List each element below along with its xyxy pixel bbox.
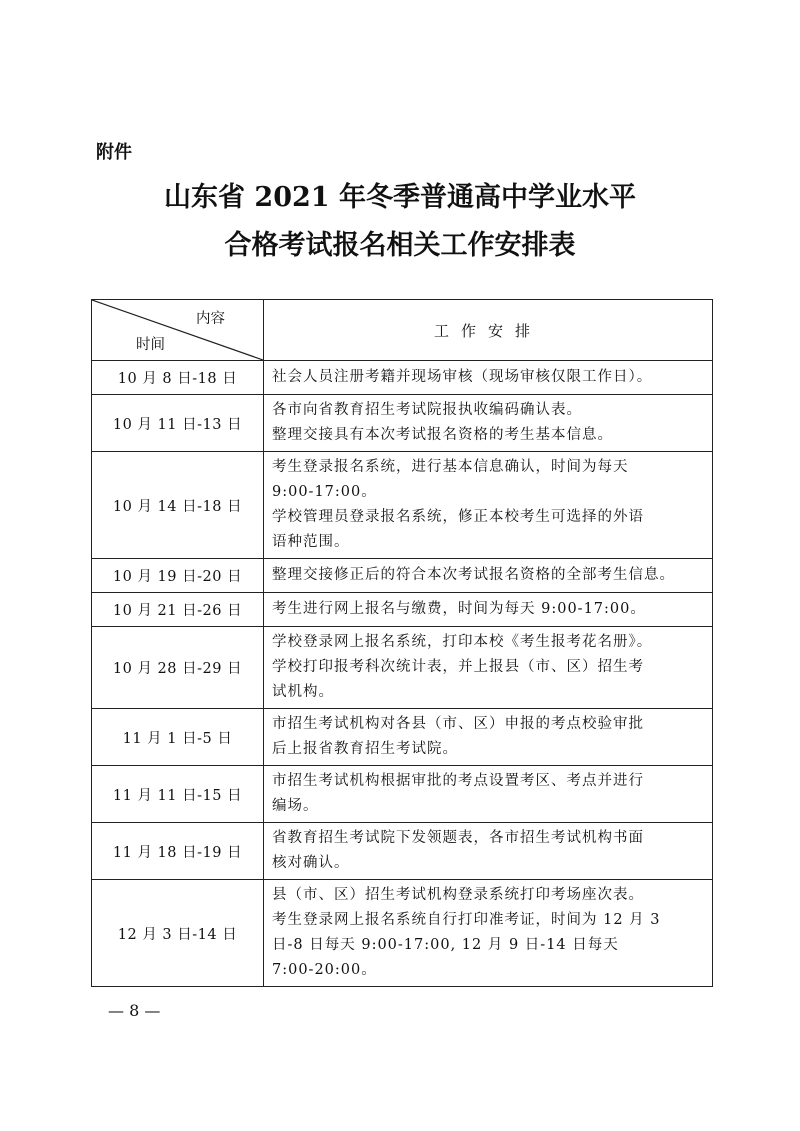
work-cell	[264, 593, 713, 627]
date-cell: 10 月 11 日-13 日	[92, 395, 264, 452]
date-cell: 10 月 14 日-18 日	[92, 452, 264, 559]
work-line: 社会人员注册考籍并现场审核（现场审核仅限工作日）。	[272, 369, 653, 385]
work-line: 整理交接修正后的符合本次考试报名资格的全部考生信息。	[272, 567, 675, 583]
date-cell: 10 月 8 日-18 日	[92, 361, 264, 395]
work-line: 学校登录网上报名系统，打印本校《考生报考花名册》。	[272, 634, 653, 650]
work-cell	[264, 395, 713, 452]
header-work-arrangement: 工作安排	[264, 300, 713, 361]
table-row	[92, 766, 713, 823]
date-cell: 10 月 19 日-20 日	[92, 559, 264, 593]
diagonal-header-cell	[92, 300, 264, 361]
table-row	[92, 361, 713, 395]
work-line: 各市向省教育招生考试院报执收编码确认表。	[272, 402, 582, 418]
work-cell	[264, 880, 713, 987]
document-title-line2: 合格考试报名相关工作安排表	[224, 230, 576, 261]
work-line: 语种范围。	[272, 534, 350, 550]
work-cell	[264, 709, 713, 766]
work-line: 考生登录报名系统，进行基本信息确认，时间为每天	[272, 459, 629, 475]
date-cell: 12 月 3 日-14 日	[92, 880, 264, 987]
work-line: 9:00-17:00。	[272, 484, 377, 500]
work-line: 县（市、区）招生考试机构登录系统打印考场座次表。	[272, 887, 644, 903]
date-cell: 11 月 11 日-15 日	[92, 766, 264, 823]
work-line: 省教育招生考试院下发领题表，各市招生考试机构书面	[272, 830, 644, 846]
work-cell	[264, 361, 713, 395]
table-row	[92, 709, 713, 766]
work-line: 学校打印报考科次统计表，并上报县（市、区）招生考	[272, 659, 644, 675]
table-header-row	[92, 300, 713, 361]
table-row	[92, 880, 713, 987]
table-row	[92, 593, 713, 627]
work-cell	[264, 823, 713, 880]
work-cell	[264, 559, 713, 593]
table-row	[92, 627, 713, 709]
table-row	[92, 559, 713, 593]
work-line: 日-8 日每天 9:00-17:00, 12 月 9 日-14 日每天	[272, 937, 619, 953]
work-cell	[264, 452, 713, 559]
date-cell: 10 月 28 日-29 日	[92, 627, 264, 709]
work-line: 考生进行网上报名与缴费，时间为每天 9:00-17:00。	[272, 601, 646, 617]
work-line: 后上报省教育招生考试院。	[272, 741, 458, 757]
work-line: 7:00-20:00。	[272, 962, 377, 978]
work-line: 学校管理员登录报名系统，修正本校考生可选择的外语	[272, 509, 644, 525]
document-title-line1: 山东省 2021 年冬季普通高中学业水平	[164, 182, 636, 213]
header-content-label: 内容	[196, 311, 225, 327]
work-line: 整理交接具有本次考试报名资格的考生基本信息。	[272, 427, 613, 443]
work-line: 试机构。	[272, 684, 334, 700]
date-cell: 10 月 21 日-26 日	[92, 593, 264, 627]
schedule-table	[91, 299, 713, 987]
work-line: 考生登录网上报名系统自行打印准考证，时间为 12 月 3	[272, 912, 661, 928]
date-cell: 11 月 1 日-5 日	[92, 709, 264, 766]
page-number: — 8 —	[108, 1001, 161, 1020]
work-line: 市招生考试机构对各县（市、区）申报的考点校验审批	[272, 716, 644, 732]
work-line: 核对确认。	[272, 855, 350, 871]
header-time-label: 时间	[136, 337, 165, 353]
date-cell: 11 月 18 日-19 日	[92, 823, 264, 880]
table-row	[92, 395, 713, 452]
attachment-label: 附件	[96, 142, 132, 163]
table-row	[92, 823, 713, 880]
work-cell	[264, 627, 713, 709]
diagonal-divider-line	[92, 300, 263, 360]
work-line: 编场。	[272, 798, 319, 814]
work-cell	[264, 766, 713, 823]
table-row	[92, 452, 713, 559]
work-line: 市招生考试机构根据审批的考点设置考区、考点并进行	[272, 773, 644, 789]
